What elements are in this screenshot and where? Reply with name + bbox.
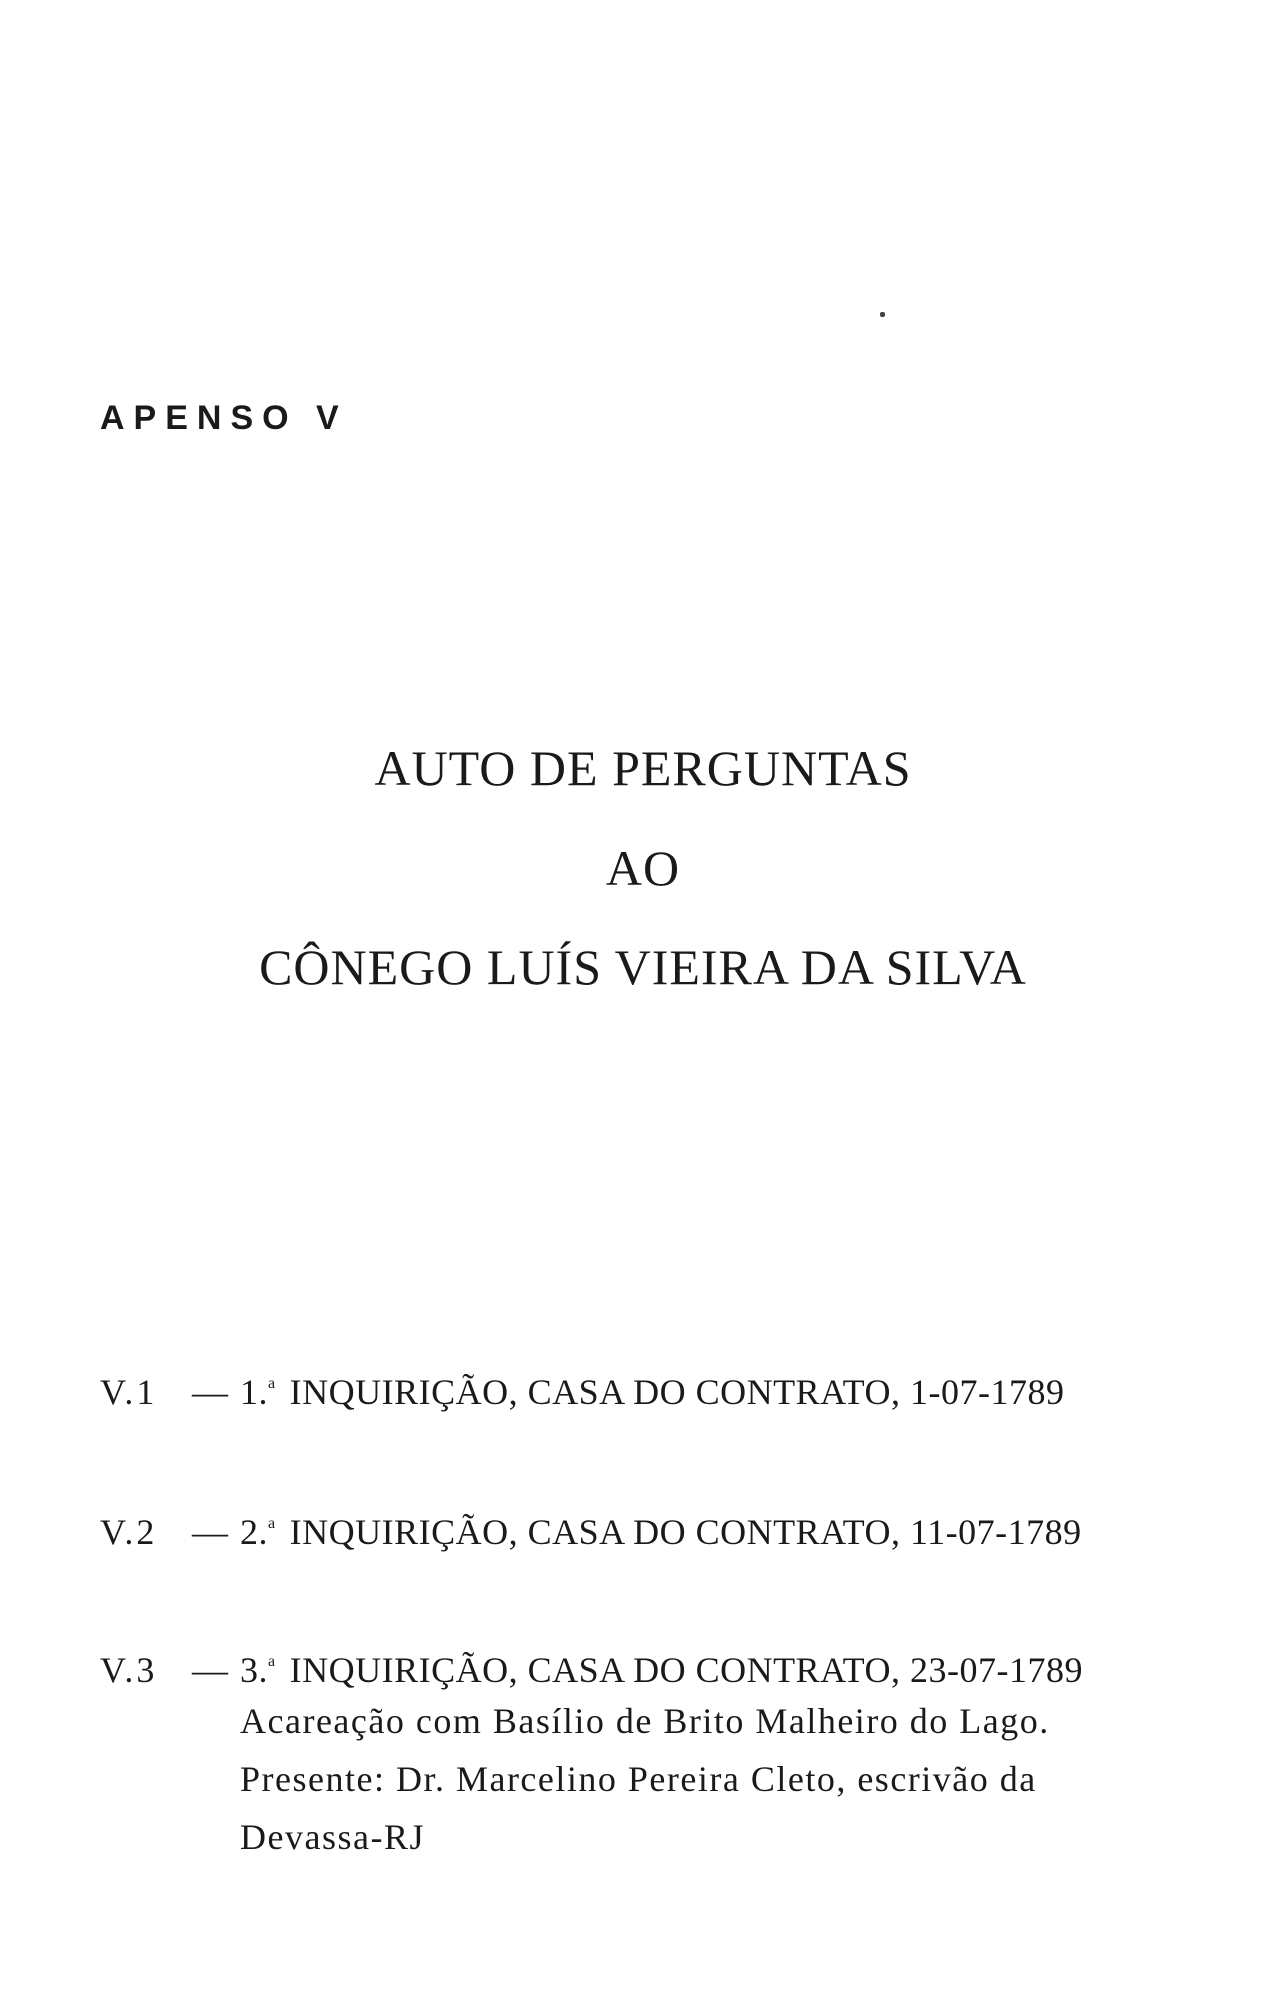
appendix-label: APENSO V <box>100 399 348 437</box>
entry-ordinal-number: 3. <box>240 1650 268 1690</box>
entry-description-line-1: Acareação com Basílio de Brito Malheiro do Lago. <box>240 1701 1050 1741</box>
entry-code: V.2 <box>100 1512 158 1552</box>
toc-entry-v2 <box>100 1502 1180 1554</box>
entry-description-line-3: Devassa-RJ <box>240 1817 425 1857</box>
entry-ordinal-number: 2. <box>240 1512 268 1552</box>
entry-ordinal-mark: a <box>268 1653 276 1670</box>
entry-dash: — <box>192 1650 229 1690</box>
entry-ordinal <box>240 1502 276 1554</box>
entry-ordinal-number: 1. <box>240 1372 268 1412</box>
scan-speck <box>880 312 885 317</box>
toc-entry-heading-row <box>100 1502 1180 1554</box>
entry-description <box>240 1692 1180 1866</box>
entry-description-line-2: Presente: Dr. Marcelino Pereira Cleto, escrivão da <box>240 1759 1037 1799</box>
entry-code: V.3 <box>100 1650 158 1690</box>
toc-entry-heading-row <box>100 1362 1180 1414</box>
title-line-1: AUTO DE PERGUNTAS <box>374 740 912 796</box>
entry-heading: INQUIRIÇÃO, CASA DO CONTRATO, 23-07-1789 <box>289 1650 1083 1690</box>
entry-dash: — <box>192 1512 229 1552</box>
entry-heading: INQUIRIÇÃO, CASA DO CONTRATO, 1-07-1789 <box>289 1372 1065 1412</box>
title-line-3: CÔNEGO LUÍS VIEIRA DA SILVA <box>259 939 1027 995</box>
entry-heading: INQUIRIÇÃO, CASA DO CONTRATO, 11-07-1789 <box>289 1512 1082 1552</box>
entry-ordinal-mark: a <box>268 1515 276 1532</box>
entry-dash: — <box>192 1372 229 1412</box>
entry-ordinal-mark: a <box>268 1375 276 1392</box>
toc-entry-v3 <box>100 1640 1180 1866</box>
entry-code: V.1 <box>100 1372 158 1412</box>
entry-ordinal <box>240 1362 276 1414</box>
toc-entry-heading-row <box>100 1640 1180 1692</box>
title-line-2: AO <box>605 840 681 896</box>
entry-ordinal <box>240 1640 276 1692</box>
toc-entry-v1 <box>100 1362 1180 1414</box>
